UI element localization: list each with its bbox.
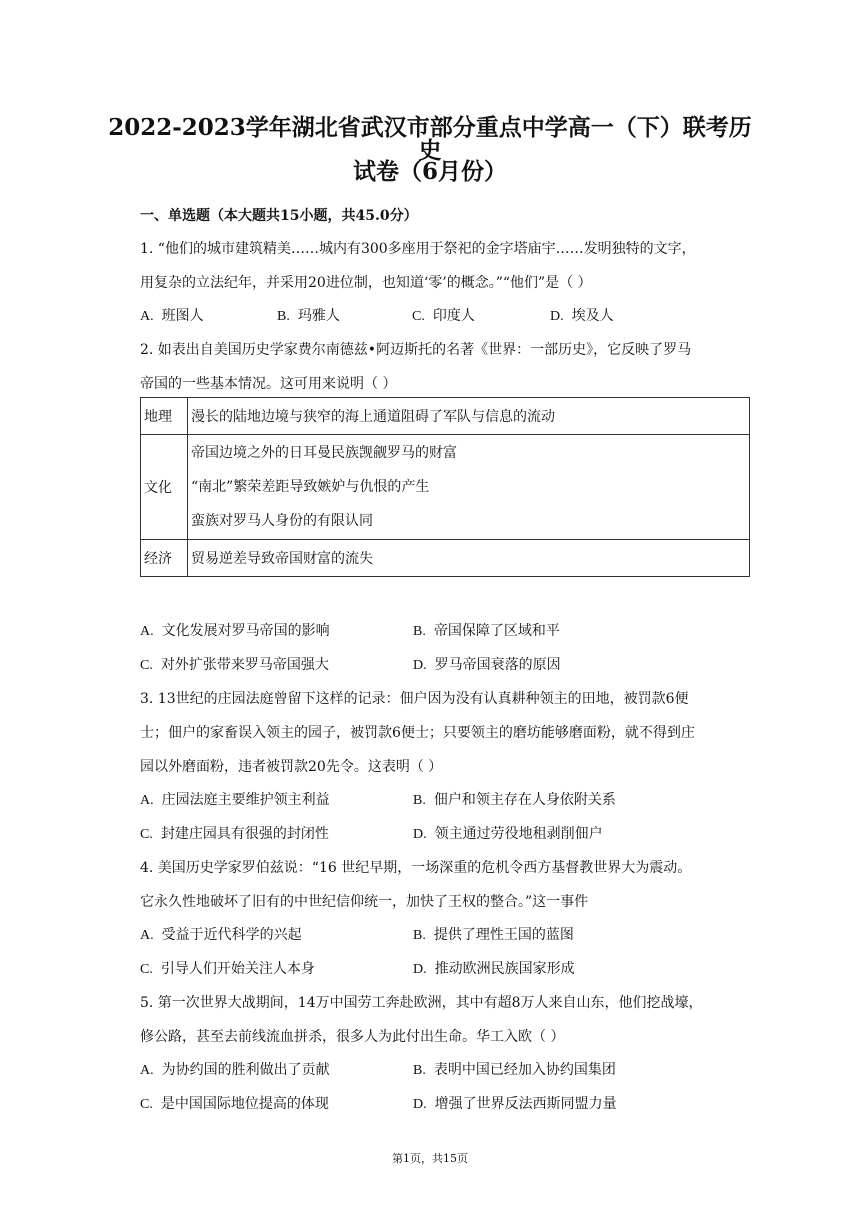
q4-option-a[interactable]: [140, 924, 302, 944]
option-text: 印度人: [432, 308, 475, 324]
q1-option-a[interactable]: [140, 305, 204, 325]
q1-line-1: 1. “他们的城市建筑精美……城内有300多座用于祭祀的金字塔庙宇……发明独特的文字，: [140, 241, 696, 257]
q2-line-1: 2. 如表出自美国历史学家费尔南德兹•阿迈斯托的名著《世界：一部历史》，它反映了罗马: [140, 342, 692, 358]
table-value-line: 蛮族对罗马人身份的有限认同: [191, 513, 373, 529]
option-text: 文化发展对罗马帝国的影响: [161, 623, 330, 639]
q3-line-2: 士；佃户的家畜误入领主的园子，被罚款6便士；只要领主的磨坊能够磨面粉，就不得到庄: [140, 725, 695, 741]
q1-option-d[interactable]: [550, 305, 614, 325]
q3-line-1: 3. 13世纪的庄园法庭曾留下这样的记录：佃户因为没有认真耕种领主的田地，被罚款6便: [140, 691, 689, 707]
exam-title-line-2: 试卷（6月份）: [352, 158, 507, 185]
q3-option-d[interactable]: [413, 823, 603, 843]
q1-option-c[interactable]: [412, 305, 475, 325]
q2-option-c[interactable]: [140, 654, 329, 674]
option-label: B.: [413, 928, 426, 943]
q2-option-b[interactable]: [413, 620, 560, 640]
q1-line-2: 用复杂的立法纪年，并采用20进位制，也知道‘零’的概念。”“他们”是（ ）: [140, 275, 592, 291]
q5-option-c[interactable]: [140, 1093, 329, 1113]
option-text: 领主通过劳役地租剥削佃户: [434, 826, 603, 842]
table-value-cell: 贸易逆差导致帝国财富的流失: [188, 540, 750, 577]
option-text: 受益于近代科学的兴起: [161, 927, 302, 943]
page-footer: 第1页，共15页: [392, 1152, 468, 1165]
option-text: 帝国保障了区域和平: [433, 623, 560, 639]
option-label: C.: [140, 1097, 153, 1112]
option-text: 是中国国际地位提高的体现: [160, 1096, 329, 1112]
table-value-line: 帝国边境之外的日耳曼民族觊觎罗马的财富: [191, 445, 457, 461]
option-label: C.: [140, 827, 153, 842]
option-label: D.: [413, 1097, 427, 1112]
q5-option-d[interactable]: [413, 1093, 617, 1113]
q5-option-a[interactable]: [140, 1059, 330, 1079]
table-row: [141, 540, 750, 577]
option-label: D.: [413, 962, 427, 977]
table-value-cell: [188, 435, 750, 540]
q4-line-1: 4. 美国历史学家罗伯兹说：“16 世纪早期，一场深重的危机令西方基督教世界大为震动。: [140, 860, 692, 876]
option-text: 封建庄园具有很强的封闭性: [160, 826, 329, 842]
option-label: C.: [140, 962, 153, 977]
option-label: B.: [277, 309, 290, 324]
option-text: 庄园法庭主要维护领主利益: [161, 792, 330, 808]
q3-line-3: 园以外磨面粉，违者被罚款20先令。这表明（ ）: [140, 759, 443, 775]
table-row: [141, 435, 750, 540]
option-label: A.: [140, 624, 154, 639]
q2-line-2: 帝国的一些基本情况。这可用来说明（ ）: [140, 376, 397, 392]
q4-line-2: 它永久性地破坏了旧有的中世纪信仰统一，加快了王权的整合。”这一事件: [140, 894, 589, 910]
table-value-cell: 漫长的陆地边境与狭窄的海上通道阻碍了军队与信息的流动: [188, 398, 750, 435]
rome-info-table: [140, 397, 750, 577]
option-text: 引导人们开始关注人本身: [160, 961, 315, 977]
option-text: 罗马帝国衰落的原因: [434, 657, 561, 673]
option-text: 为协约国的胜利做出了贡献: [161, 1062, 330, 1078]
section-heading: 一、单选题（本大题共15小题，共45.0分）: [140, 208, 418, 224]
table-key-cell: 文化: [141, 435, 188, 540]
option-text: 玛雅人: [297, 308, 340, 324]
q2-option-d[interactable]: [413, 654, 561, 674]
option-text: 对外扩张带来罗马帝国强大: [160, 657, 329, 673]
q3-option-b[interactable]: [413, 789, 616, 809]
option-label: A.: [140, 309, 154, 324]
table-row: [141, 398, 750, 435]
q1-option-b[interactable]: [277, 305, 340, 325]
option-label: A.: [140, 1063, 154, 1078]
option-label: D.: [413, 827, 427, 842]
exam-title-line-1: 2022-2023学年湖北省武汉市部分重点中学高一（下）联考历史: [108, 114, 752, 164]
table-key-cell: 地理: [141, 398, 188, 435]
option-label: B.: [413, 624, 426, 639]
option-text: 表明中国已经加入协约国集团: [433, 1062, 616, 1078]
option-label: A.: [140, 793, 154, 808]
q4-option-c[interactable]: [140, 958, 315, 978]
q5-line-2: 修公路，甚至去前线流血拼杀，很多人为此付出生命。华工入欧（ ）: [140, 1029, 565, 1045]
q5-option-b[interactable]: [413, 1059, 616, 1079]
table-key-cell: 经济: [141, 540, 188, 577]
q3-option-a[interactable]: [140, 789, 330, 809]
option-text: 埃及人: [571, 308, 614, 324]
option-text: 增强了世界反法西斯同盟力量: [434, 1096, 617, 1112]
option-text: 提供了理性王国的蓝图: [433, 927, 574, 943]
q4-option-d[interactable]: [413, 958, 575, 978]
q2-option-a[interactable]: [140, 620, 330, 640]
option-text: 推动欧洲民族国家形成: [434, 961, 575, 977]
option-label: C.: [140, 658, 153, 673]
option-label: D.: [413, 658, 427, 673]
option-label: B.: [413, 793, 426, 808]
option-text: 佃户和领主存在人身依附关系: [433, 792, 616, 808]
option-label: D.: [550, 309, 564, 324]
q5-line-1: 5. 第一次世界大战期间，14万中国劳工奔赴欧洲，其中有超8万人来自山东，他们挖战壕，: [140, 995, 703, 1011]
option-text: 班图人: [161, 308, 204, 324]
table-value-line: “南北”繁荣差距导致嫉妒与仇恨的产生: [191, 479, 430, 495]
q3-option-c[interactable]: [140, 823, 329, 843]
option-label: C.: [412, 309, 425, 324]
option-label: B.: [413, 1063, 426, 1078]
option-label: A.: [140, 928, 154, 943]
q4-option-b[interactable]: [413, 924, 574, 944]
